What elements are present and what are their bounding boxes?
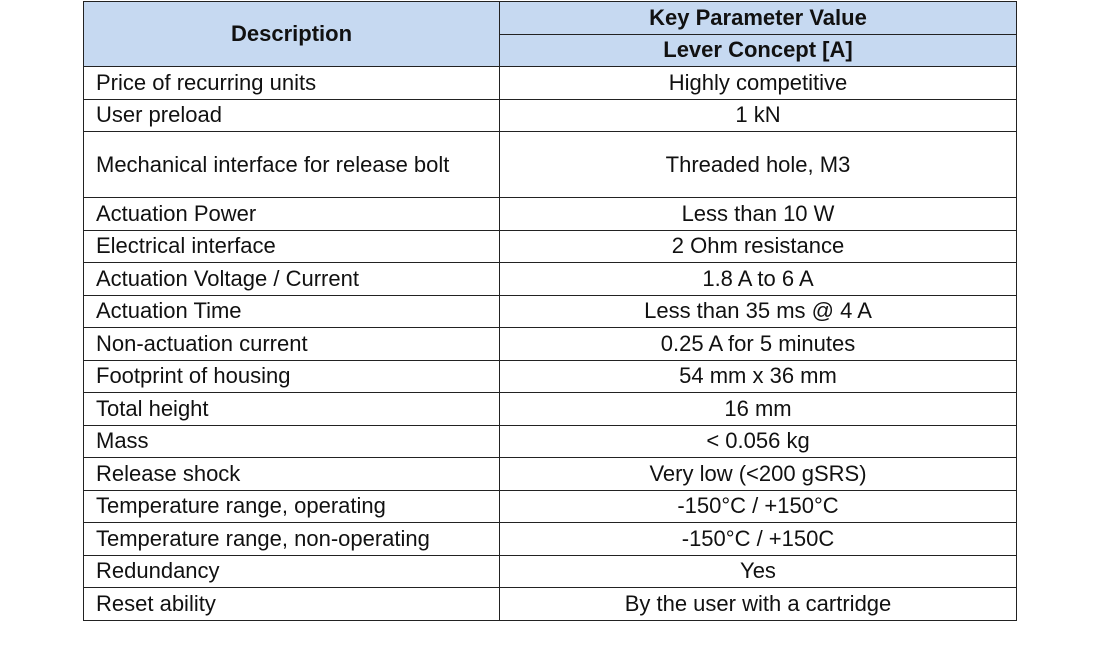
header-concept: Lever Concept [A] [500, 34, 1017, 67]
row-value: Less than 35 ms @ 4 A [500, 295, 1017, 328]
row-value: 54 mm x 36 mm [500, 360, 1017, 393]
table-row [84, 328, 1017, 361]
table-row [84, 523, 1017, 556]
row-value: -150°C / +150°C [500, 490, 1017, 523]
spec-table [83, 1, 1017, 621]
table-row [84, 588, 1017, 621]
row-description: Mass [84, 425, 500, 458]
row-value: Threaded hole, M3 [500, 132, 1017, 198]
table-row [84, 458, 1017, 491]
table-row [84, 425, 1017, 458]
row-description: Release shock [84, 458, 500, 491]
row-value: Less than 10 W [500, 198, 1017, 231]
row-value: 16 mm [500, 393, 1017, 426]
table-row [84, 67, 1017, 100]
row-description: Temperature range, operating [84, 490, 500, 523]
row-value: 2 Ohm resistance [500, 230, 1017, 263]
row-description: Actuation Power [84, 198, 500, 231]
row-description: Temperature range, non-operating [84, 523, 500, 556]
table-row [84, 393, 1017, 426]
table-row [84, 295, 1017, 328]
table-row [84, 99, 1017, 132]
row-description: Actuation Voltage / Current [84, 263, 500, 296]
table-row [84, 490, 1017, 523]
table-row [84, 360, 1017, 393]
row-value: < 0.056 kg [500, 425, 1017, 458]
row-value: 1 kN [500, 99, 1017, 132]
table-row [84, 263, 1017, 296]
row-description: Price of recurring units [84, 67, 500, 100]
row-description: Non-actuation current [84, 328, 500, 361]
row-value: 1.8 A to 6 A [500, 263, 1017, 296]
row-value: By the user with a cartridge [500, 588, 1017, 621]
table-header [84, 2, 1017, 67]
table-row [84, 555, 1017, 588]
header-row [84, 2, 1017, 35]
row-description: Mechanical interface for release bolt [84, 132, 500, 198]
row-description: Actuation Time [84, 295, 500, 328]
row-description: Redundancy [84, 555, 500, 588]
row-value: Yes [500, 555, 1017, 588]
table-row [84, 230, 1017, 263]
row-value: Highly competitive [500, 67, 1017, 100]
row-value: Very low (<200 gSRS) [500, 458, 1017, 491]
row-value: 0.25 A for 5 minutes [500, 328, 1017, 361]
row-value: -150°C / +150C [500, 523, 1017, 556]
header-key-parameter-value: Key Parameter Value [500, 2, 1017, 35]
row-description: User preload [84, 99, 500, 132]
header-description: Description [84, 2, 500, 67]
row-description: Electrical interface [84, 230, 500, 263]
table-row [84, 132, 1017, 198]
row-description: Reset ability [84, 588, 500, 621]
table-row [84, 198, 1017, 231]
table-body [84, 67, 1017, 621]
row-description: Total height [84, 393, 500, 426]
row-description: Footprint of housing [84, 360, 500, 393]
